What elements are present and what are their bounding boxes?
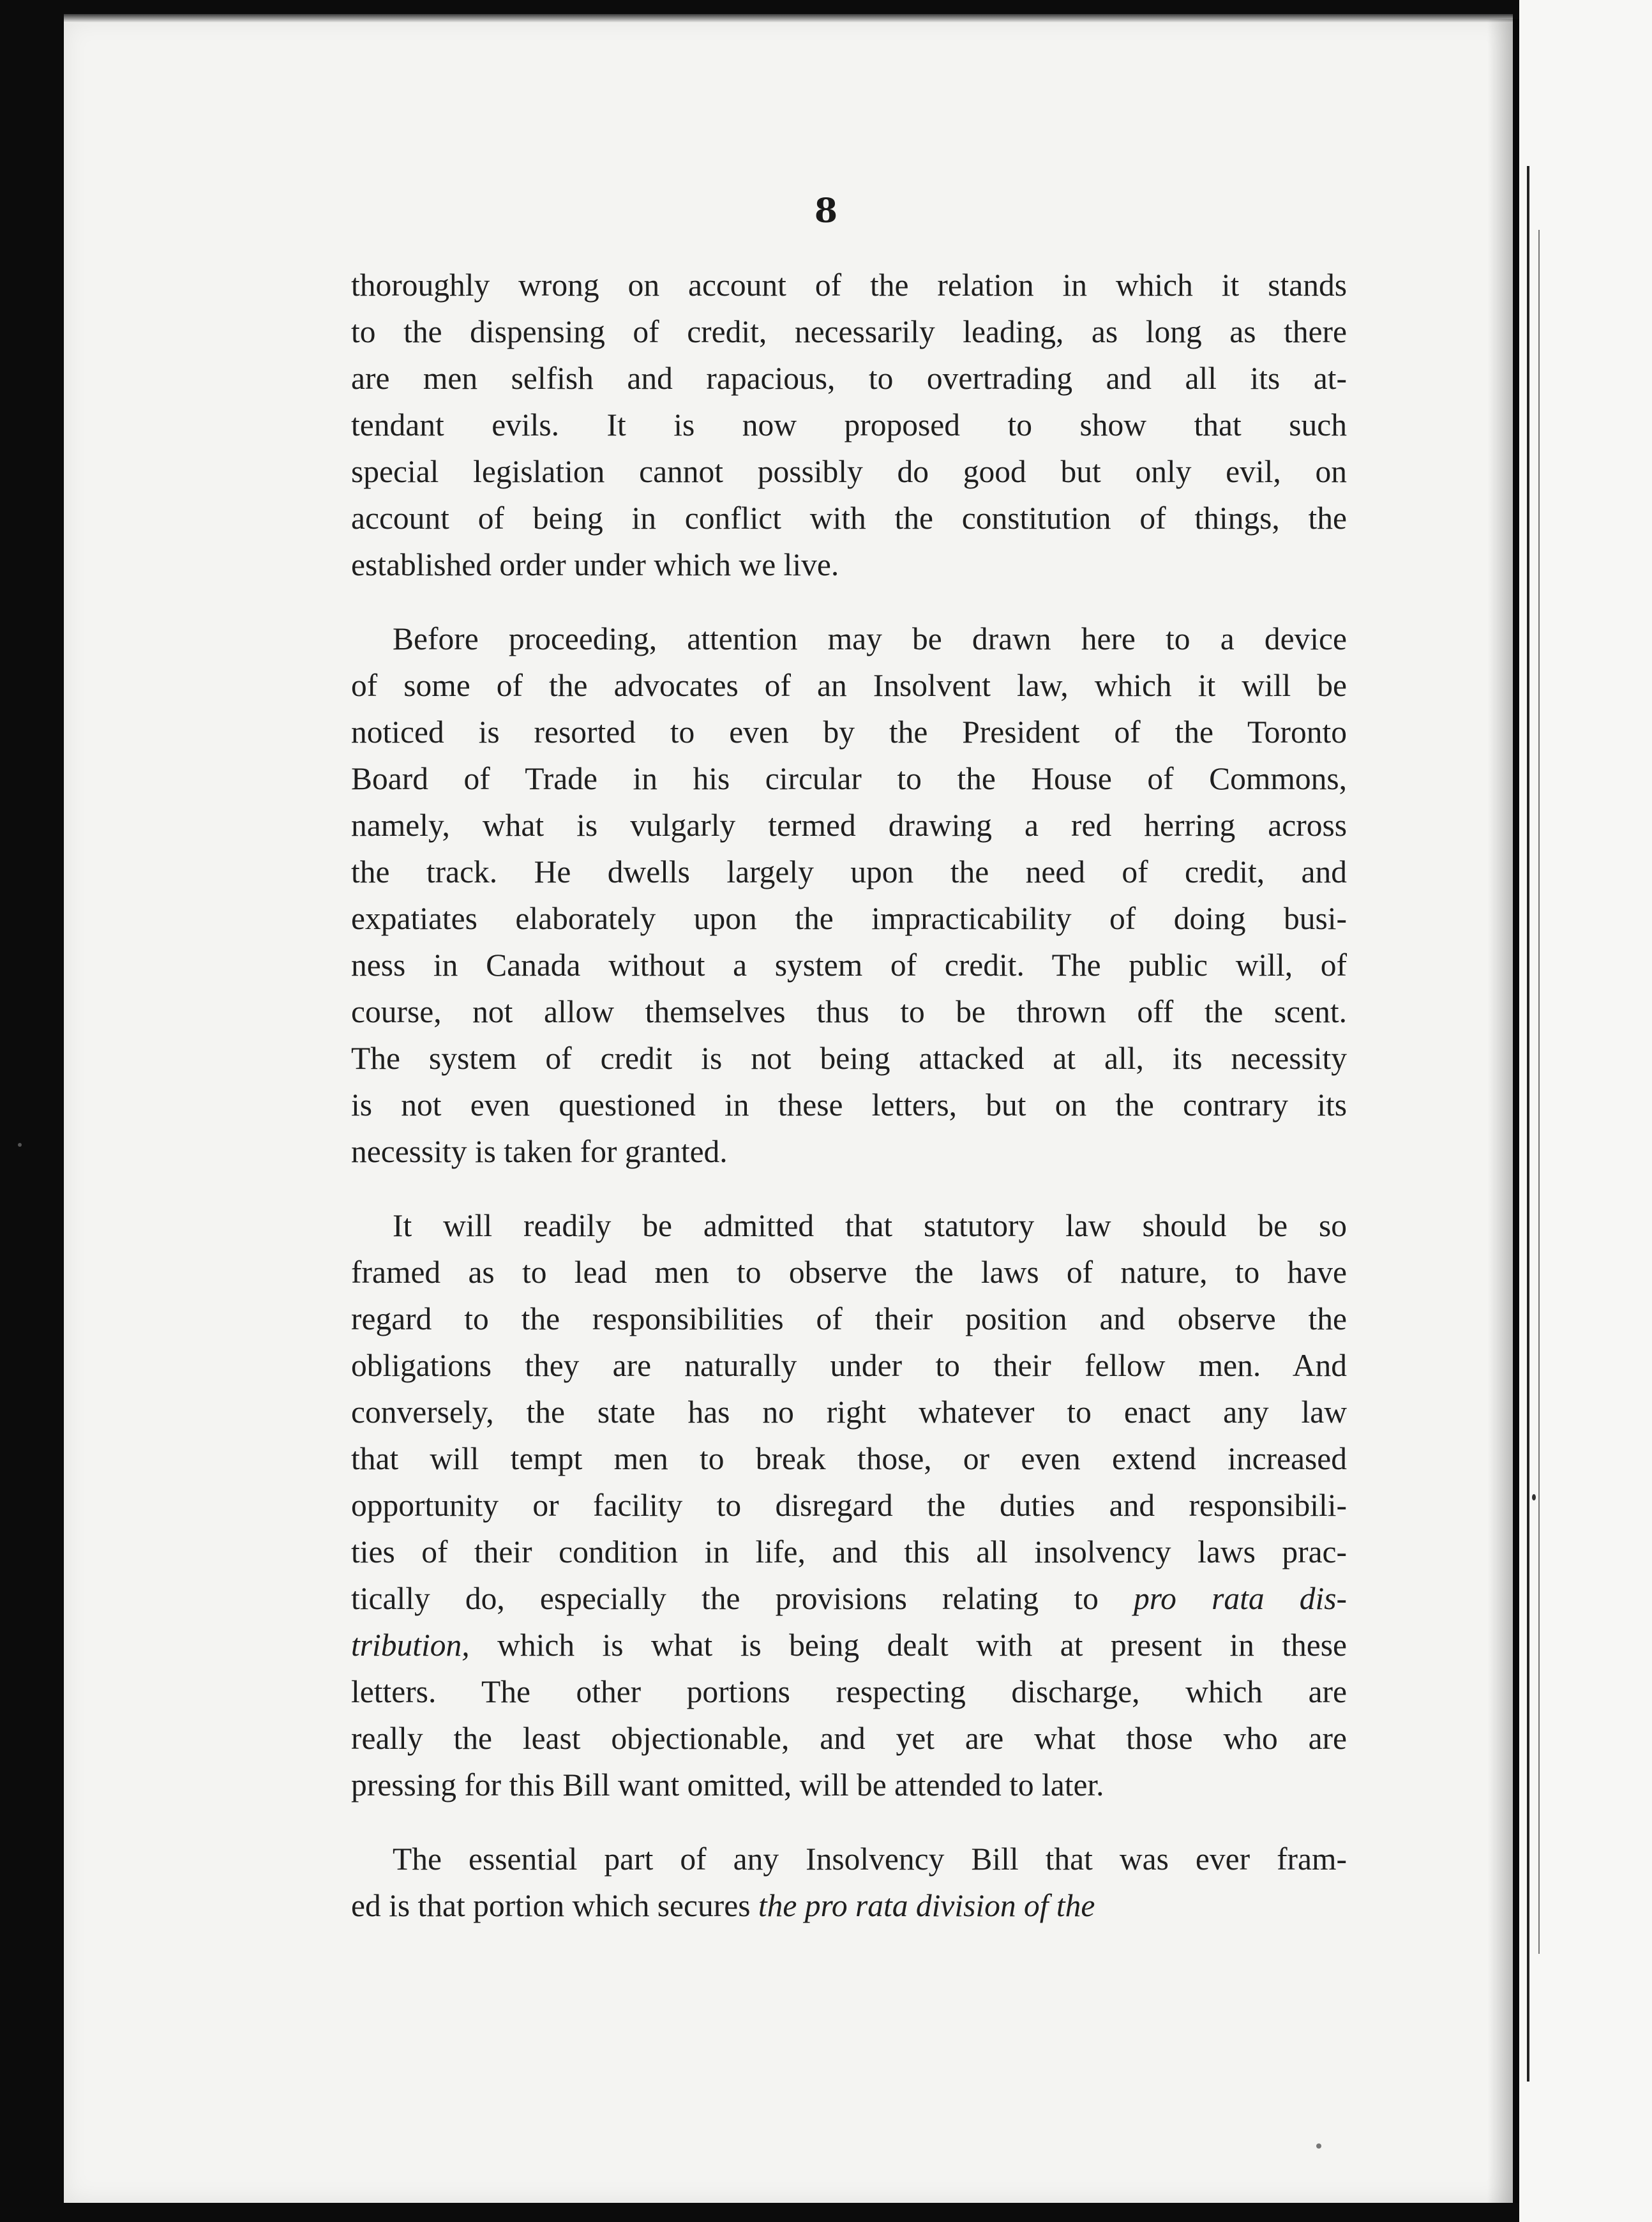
text-segment: special legislation cannot possibly do good but only evil, on bbox=[351, 454, 1347, 489]
text-segment: noticed is resorted to even by the President of the Toronto bbox=[351, 714, 1347, 750]
text-line bbox=[351, 849, 1347, 895]
text-segment: tendant evils. It is now proposed to show that such bbox=[351, 407, 1347, 442]
text-segment: framed as to lead men to observe the laws of nature, to have bbox=[351, 1255, 1347, 1290]
facing-page-rule bbox=[1527, 166, 1529, 2082]
text-line bbox=[351, 709, 1347, 755]
italic-text: the pro rata division of the bbox=[758, 1888, 1095, 1923]
page-top-edge bbox=[64, 14, 1513, 23]
text-segment: account of being in conflict with the constitution of things, the bbox=[351, 501, 1347, 536]
text-segment: pressing for this Bill want omitted, will be attended to later. bbox=[351, 1767, 1104, 1803]
scan-speck bbox=[1316, 2143, 1321, 2149]
text-segment: conversely, the state has no right whatever to enact any law bbox=[351, 1394, 1347, 1430]
text-segment: regard to the responsibilities of their position and observe the bbox=[351, 1301, 1347, 1336]
text-line bbox=[351, 1836, 1347, 1882]
text-line bbox=[351, 308, 1347, 355]
text-segment: letters. The other portions respecting discharge, which are bbox=[351, 1674, 1347, 1709]
text-segment: expatiates elaborately upon the impracticability of doing busi- bbox=[351, 901, 1347, 936]
text-line bbox=[351, 895, 1347, 942]
page-number: 8 bbox=[814, 192, 838, 231]
text-segment: ties of their condition in life, and this all insolvency laws prac- bbox=[351, 1534, 1347, 1569]
body-text bbox=[351, 262, 1347, 1929]
text-line bbox=[351, 662, 1347, 709]
text-line bbox=[351, 1762, 1347, 1808]
text-line bbox=[351, 1482, 1347, 1529]
text-line bbox=[351, 1082, 1347, 1128]
text-line bbox=[351, 1622, 1347, 1668]
text-line bbox=[351, 1128, 1347, 1175]
text-line bbox=[351, 1882, 1347, 1929]
text-segment: The essential part of any Insolvency Bill that was ever fram- bbox=[393, 1841, 1347, 1877]
text-line bbox=[351, 262, 1347, 308]
gutter-shadow bbox=[1487, 19, 1519, 2203]
text-line bbox=[351, 616, 1347, 662]
text-line bbox=[351, 988, 1347, 1035]
italic-text: tribution, bbox=[351, 1628, 470, 1663]
facing-page-rule-thin bbox=[1538, 230, 1540, 1954]
text-segment: is not even questioned in these letters, but on the contrary its bbox=[351, 1087, 1347, 1122]
text-line bbox=[351, 1035, 1347, 1082]
text-line bbox=[351, 1249, 1347, 1296]
text-segment: namely, what is vulgarly termed drawing a red herring across bbox=[351, 808, 1347, 843]
text-segment: It will readily be admitted that statutory law should be so bbox=[393, 1208, 1347, 1243]
text-line bbox=[351, 1296, 1347, 1342]
paragraph bbox=[351, 1836, 1347, 1929]
text-line bbox=[351, 1435, 1347, 1482]
text-segment: that will tempt men to break those, or even extend increased bbox=[351, 1441, 1347, 1476]
paragraph bbox=[351, 262, 1347, 588]
text-line bbox=[351, 448, 1347, 495]
text-line bbox=[351, 802, 1347, 849]
text-segment: to the dispensing of credit, necessarily leading, as long as there bbox=[351, 314, 1347, 349]
paragraph bbox=[351, 616, 1347, 1175]
text-segment: established order under which we live. bbox=[351, 547, 839, 582]
text-segment: which is what is being dealt with at present in these bbox=[469, 1628, 1347, 1663]
text-line bbox=[351, 541, 1347, 588]
text-line bbox=[351, 1668, 1347, 1715]
text-line bbox=[351, 1715, 1347, 1762]
text-segment: are men selfish and rapacious, to overtrading and all its at- bbox=[351, 361, 1347, 396]
paragraph bbox=[351, 1202, 1347, 1808]
text-line bbox=[351, 355, 1347, 402]
text-line bbox=[351, 1529, 1347, 1575]
text-line bbox=[351, 495, 1347, 541]
text-segment: ness in Canada without a system of credit. The public will, of bbox=[351, 948, 1347, 983]
text-segment: tically do, especially the provisions relating to bbox=[351, 1581, 1134, 1616]
text-segment: thoroughly wrong on account of the relation in which it stands bbox=[351, 268, 1347, 303]
text-segment: obligations they are naturally under to their fellow men. And bbox=[351, 1348, 1347, 1383]
text-segment: course, not allow themselves thus to be thrown off the scent. bbox=[351, 994, 1347, 1029]
text-segment: Before proceeding, attention may be drawn here to a device bbox=[393, 621, 1347, 656]
text-segment: The system of credit is not being attacked at all, its necessity bbox=[351, 1041, 1347, 1076]
text-line bbox=[351, 1342, 1347, 1389]
text-line bbox=[351, 1389, 1347, 1435]
scan-speck bbox=[18, 1143, 22, 1147]
scan-speck bbox=[1532, 1494, 1536, 1500]
text-line bbox=[351, 942, 1347, 988]
text-segment: really the least objectionable, and yet are what those who are bbox=[351, 1721, 1347, 1756]
text-segment: of some of the advocates of an Insolvent law, which it will be bbox=[351, 668, 1347, 703]
text-line bbox=[351, 1202, 1347, 1249]
text-segment: Board of Trade in his circular to the House of Commons, bbox=[351, 761, 1347, 796]
text-segment: ed is that portion which secures bbox=[351, 1888, 758, 1923]
text-line bbox=[351, 1575, 1347, 1622]
text-segment: opportunity or facility to disregard the duties and responsibili- bbox=[351, 1488, 1347, 1523]
text-segment: necessity is taken for granted. bbox=[351, 1134, 728, 1169]
italic-text: pro rata dis- bbox=[1134, 1581, 1348, 1616]
text-line bbox=[351, 755, 1347, 802]
text-segment: the track. He dwells largely upon the need of credit, and bbox=[351, 854, 1347, 889]
text-line bbox=[351, 402, 1347, 448]
